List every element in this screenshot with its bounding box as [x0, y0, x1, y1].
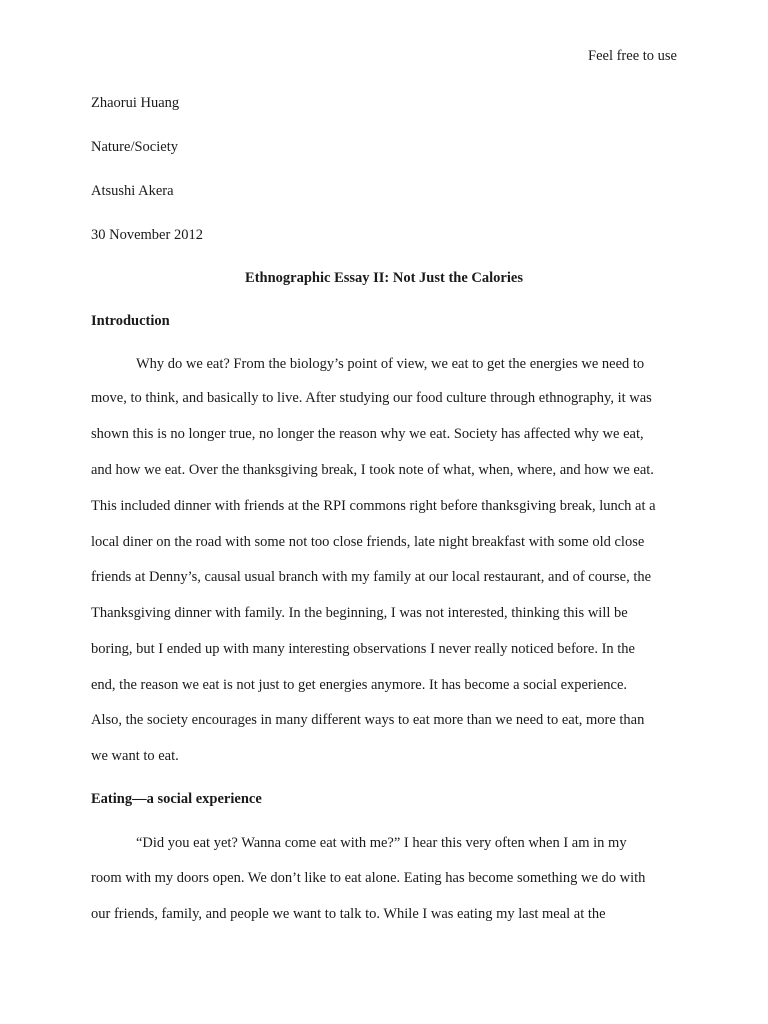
course-name: Nature/Society — [91, 139, 178, 155]
paragraph-line: This included dinner with friends at the RPI commons right before thanksgiving break, lunch at a — [91, 498, 656, 514]
paragraph-line: end, the reason we eat is not just to get energies anymore. It has become a social experience. — [91, 677, 628, 693]
paragraph-line: Also, the society encourages in many different ways to eat more than we need to eat, more than — [91, 712, 645, 728]
paragraph-line: we want to eat. — [91, 748, 179, 764]
paragraph-line: move, to think, and basically to live. After studying our food culture through ethnography, it was — [91, 390, 652, 406]
paragraph-line: shown this is no longer true, no longer the reason why we eat. Society has affected why we eat, — [91, 426, 644, 442]
instructor-name: Atsushi Akera — [91, 183, 174, 199]
essay-title: Ethnographic Essay II: Not Just the Calories — [245, 270, 523, 286]
paragraph-line: Why do we eat? From the biology’s point of view, we eat to get the energies we need to — [136, 356, 645, 372]
paragraph-line: local diner on the road with some not too close friends, late night breakfast with some old close — [91, 534, 645, 550]
paragraph-line: friends at Denny’s, causal usual branch with my family at our local restaurant, and of course, the — [91, 569, 652, 585]
paragraph-line: our friends, family, and people we want to talk to. While I was eating my last meal at the — [91, 906, 606, 922]
header-note: Feel free to use — [588, 48, 677, 64]
author-name: Zhaorui Huang — [91, 95, 180, 111]
paragraph-line: boring, but I ended up with many interesting observations I never really noticed before. In the — [91, 641, 635, 657]
paragraph-line: “Did you eat yet? Wanna come eat with me?” I hear this very often when I am in my — [136, 835, 627, 851]
paragraph-line: and how we eat. Over the thanksgiving break, I took note of what, when, where, and how we eat. — [91, 462, 654, 478]
essay-date: 30 November 2012 — [91, 227, 203, 243]
section-heading-social-experience: Eating—a social experience — [91, 791, 262, 807]
paragraph-line: room with my doors open. We don’t like to eat alone. Eating has become something we do with — [91, 870, 646, 886]
section-heading-introduction: Introduction — [91, 313, 170, 329]
paragraph-line: Thanksgiving dinner with family. In the beginning, I was not interested, thinking this will be — [91, 605, 628, 621]
